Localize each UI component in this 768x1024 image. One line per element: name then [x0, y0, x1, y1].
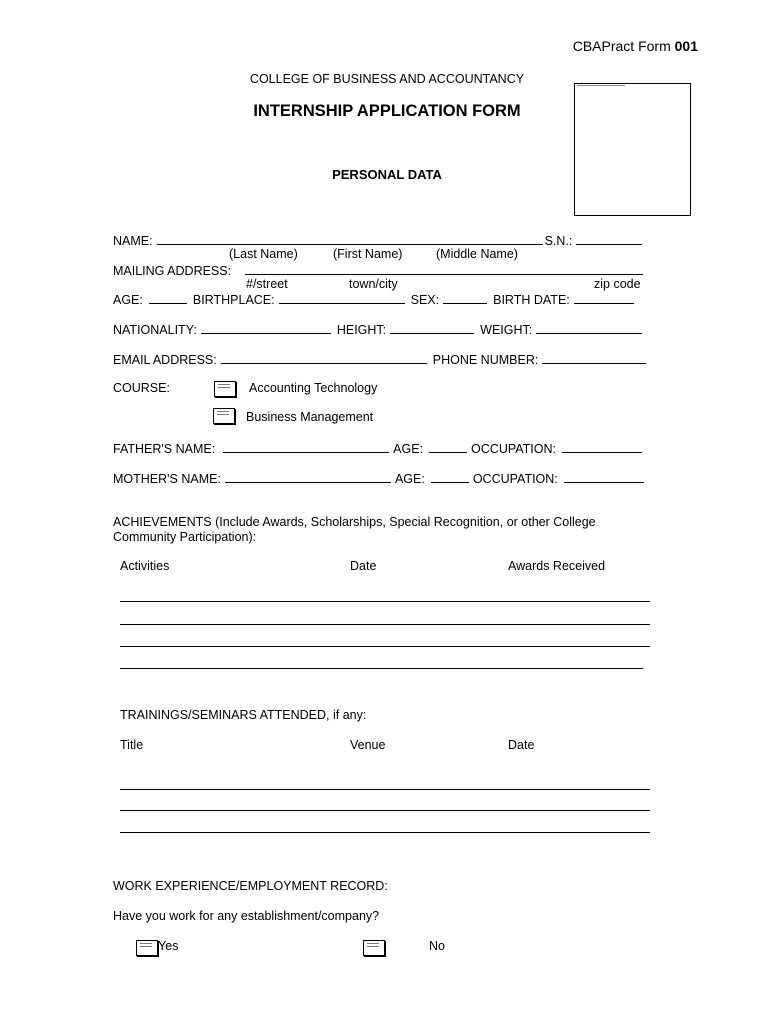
email-row [113, 351, 648, 367]
father-age-label: AGE: [393, 442, 424, 456]
father-occupation-field[interactable] [562, 440, 642, 453]
nationality-row [113, 321, 644, 337]
height-field[interactable] [390, 321, 474, 334]
achievement-line-3[interactable] [120, 646, 650, 647]
training-line-2[interactable] [120, 810, 650, 811]
zip-caption: zip code [594, 277, 641, 291]
age-field[interactable] [149, 291, 187, 304]
sn-label: S.N.: [544, 234, 573, 248]
mailing-field[interactable] [245, 262, 643, 275]
mother-age-field[interactable] [431, 470, 469, 483]
achievements-col-awards: Awards Received [508, 559, 606, 573]
sn-field[interactable] [576, 232, 642, 245]
checkbox-mark-icon [140, 943, 152, 947]
weight-label: WEIGHT: [480, 323, 533, 337]
town-caption: town/city [349, 277, 398, 291]
achievements-col-activities: Activities [120, 559, 170, 573]
trainings-heading: TRAININGS/SEMINARS ATTENDED, if any: [120, 708, 367, 722]
checkbox-mark-icon [217, 411, 229, 415]
trainings-col-title: Title [120, 738, 144, 752]
work-yes-checkbox[interactable] [136, 940, 158, 956]
course-accounting-label: Accounting Technology [249, 381, 378, 395]
nationality-label: NATIONALITY: [113, 323, 197, 337]
work-heading: WORK EXPERIENCE/EMPLOYMENT RECORD: [113, 879, 388, 893]
training-line-1[interactable] [120, 789, 650, 790]
mother-occupation-label: OCCUPATION: [472, 472, 558, 486]
photo-box-caption [577, 85, 625, 88]
photo-box[interactable] [574, 83, 691, 216]
nationality-field[interactable] [201, 321, 331, 334]
father-name-field[interactable] [223, 440, 389, 453]
trainings-col-venue: Venue [350, 738, 386, 752]
first-name-caption: (First Name) [333, 247, 403, 261]
mother-age-label: AGE: [394, 472, 425, 486]
mother-label: MOTHER'S NAME: [113, 472, 221, 486]
age-label: AGE: [113, 293, 143, 307]
form-code [573, 38, 698, 54]
course-business-label: Business Management [246, 410, 374, 424]
achievement-line-4[interactable] [120, 668, 643, 669]
birthplace-label: BIRTHPLACE: [192, 293, 275, 307]
trainings-col-date: Date [508, 738, 535, 752]
achievements-heading-cont: Community Participation): [113, 530, 257, 544]
father-row [113, 440, 644, 456]
phone-label: PHONE NUMBER: [432, 353, 539, 367]
email-field[interactable] [221, 351, 427, 364]
height-label: HEIGHT: [336, 323, 387, 337]
work-yes-label: Yes [158, 939, 179, 953]
work-no-label: No [429, 939, 445, 953]
training-line-3[interactable] [120, 832, 650, 833]
course-label: COURSE: [113, 381, 170, 395]
street-caption: #/street [246, 277, 288, 291]
achievement-line-1[interactable] [120, 601, 650, 602]
checkbox-mark-icon [367, 943, 379, 947]
course-business-checkbox[interactable] [213, 408, 235, 424]
name-field[interactable] [157, 232, 543, 245]
form-title-text: INTERNSHIP APPLICATION FORM [253, 102, 521, 120]
mother-row [113, 470, 646, 486]
father-label: FATHER'S NAME: [113, 442, 216, 456]
achievement-line-2[interactable] [120, 624, 650, 625]
achievements-heading: ACHIEVEMENTS (Include Awards, Scholarships, Special Recognition, or other College [113, 515, 596, 529]
work-question: Have you work for any establishment/company? [113, 909, 380, 923]
birthdate-field[interactable] [574, 291, 634, 304]
work-no-checkbox[interactable] [363, 940, 385, 956]
checkbox-mark-icon [218, 384, 230, 388]
age-row [113, 291, 636, 307]
last-name-caption: (Last Name) [229, 247, 298, 261]
middle-name-caption: (Middle Name) [436, 247, 518, 261]
achievements-col-date: Date [350, 559, 377, 573]
mailing-row [113, 262, 645, 278]
course-accounting-checkbox[interactable] [214, 381, 236, 397]
birthdate-label: BIRTH DATE: [493, 293, 570, 307]
college-name-text: COLLEGE OF BUSINESS AND ACCOUNTANCY [249, 72, 525, 86]
name-row [113, 232, 644, 248]
mother-occupation-field[interactable] [564, 470, 644, 483]
father-age-field[interactable] [429, 440, 467, 453]
section-title-text: PERSONAL DATA [332, 167, 442, 182]
phone-field[interactable] [542, 351, 646, 364]
mother-name-field[interactable] [225, 470, 391, 483]
weight-field[interactable] [536, 321, 642, 334]
sex-field[interactable] [443, 291, 487, 304]
name-label: NAME: [113, 234, 153, 248]
father-occupation-label: OCCUPATION: [471, 442, 557, 456]
mailing-label: MAILING ADDRESS: [113, 264, 232, 278]
form-code-number: 001 [674, 38, 698, 54]
email-label: EMAIL ADDRESS: [113, 353, 217, 367]
birthplace-field[interactable] [279, 291, 405, 304]
sex-label: SEX: [410, 293, 440, 307]
form-code-prefix: CBAPract Form [572, 38, 675, 54]
